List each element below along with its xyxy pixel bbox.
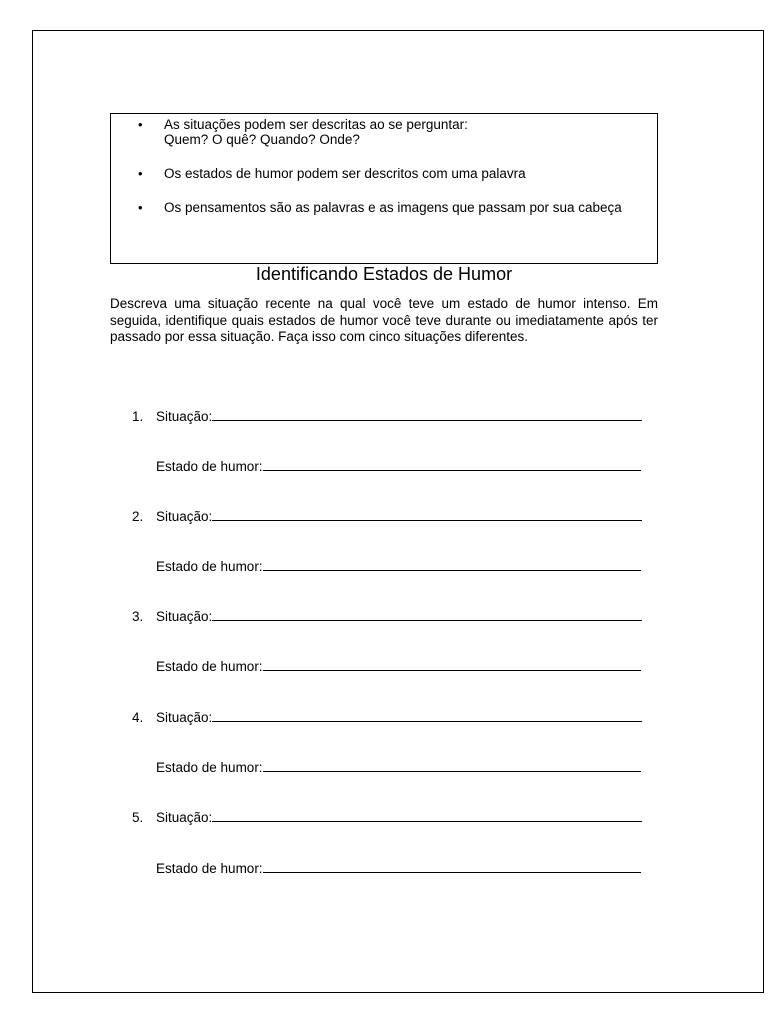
situation-field[interactable] <box>156 509 642 525</box>
mood-field[interactable] <box>156 659 641 675</box>
mood-label: Estado de humor: <box>156 861 263 876</box>
tip-text: Os pensamentos são as palavras e as imagens que passam por sua cabeça <box>164 200 622 215</box>
situation-blank-line[interactable] <box>212 409 642 421</box>
situation-field[interactable] <box>156 810 642 826</box>
item-number: 2. <box>132 509 144 524</box>
mood-field[interactable] <box>156 459 641 475</box>
tip-text: As situações podem ser descritas ao se perguntar: Quem? O quê? Quando? Onde? <box>164 117 468 147</box>
situation-blank-line[interactable] <box>212 810 642 822</box>
situation-field[interactable] <box>156 609 642 625</box>
situation-label: Situação: <box>156 409 213 424</box>
mood-blank-line[interactable] <box>263 559 641 571</box>
mood-field[interactable] <box>156 559 641 575</box>
bullet-icon: • <box>138 117 143 132</box>
bullet-icon: • <box>138 200 143 215</box>
tips-box <box>110 113 658 264</box>
mood-blank-line[interactable] <box>263 659 641 671</box>
tip-text: Os estados de humor podem ser descritos com uma palavra <box>164 166 526 181</box>
item-number: 1. <box>132 409 144 424</box>
mood-label: Estado de humor: <box>156 659 263 674</box>
situation-blank-line[interactable] <box>212 710 642 722</box>
item-number: 3. <box>132 609 144 624</box>
page-title: Identificando Estados de Humor <box>255 264 513 284</box>
item-number: 5. <box>132 810 144 825</box>
situation-field[interactable] <box>156 710 642 726</box>
mood-field[interactable] <box>156 861 641 877</box>
situation-blank-line[interactable] <box>212 509 642 521</box>
situation-label: Situação: <box>156 710 213 725</box>
situation-label: Situação: <box>156 509 213 524</box>
bullet-icon: • <box>138 166 143 181</box>
mood-blank-line[interactable] <box>263 760 641 772</box>
situation-field[interactable] <box>156 409 642 425</box>
mood-blank-line[interactable] <box>263 861 641 873</box>
situation-label: Situação: <box>156 609 213 624</box>
instructions-paragraph: Descreva uma situação recente na qual você teve um estado de humor intenso. Em seguida, identifique quais estados de humor você teve durante ou imediatamente após ter passado por essa situação. Faça isso com cinco situações diferentes. <box>110 296 658 344</box>
situation-blank-line[interactable] <box>212 609 642 621</box>
mood-blank-line[interactable] <box>263 459 641 471</box>
mood-field[interactable] <box>156 760 641 776</box>
mood-label: Estado de humor: <box>156 459 263 474</box>
situation-label: Situação: <box>156 810 213 825</box>
mood-label: Estado de humor: <box>156 760 263 775</box>
item-number: 4. <box>132 710 144 725</box>
mood-label: Estado de humor: <box>156 559 263 574</box>
